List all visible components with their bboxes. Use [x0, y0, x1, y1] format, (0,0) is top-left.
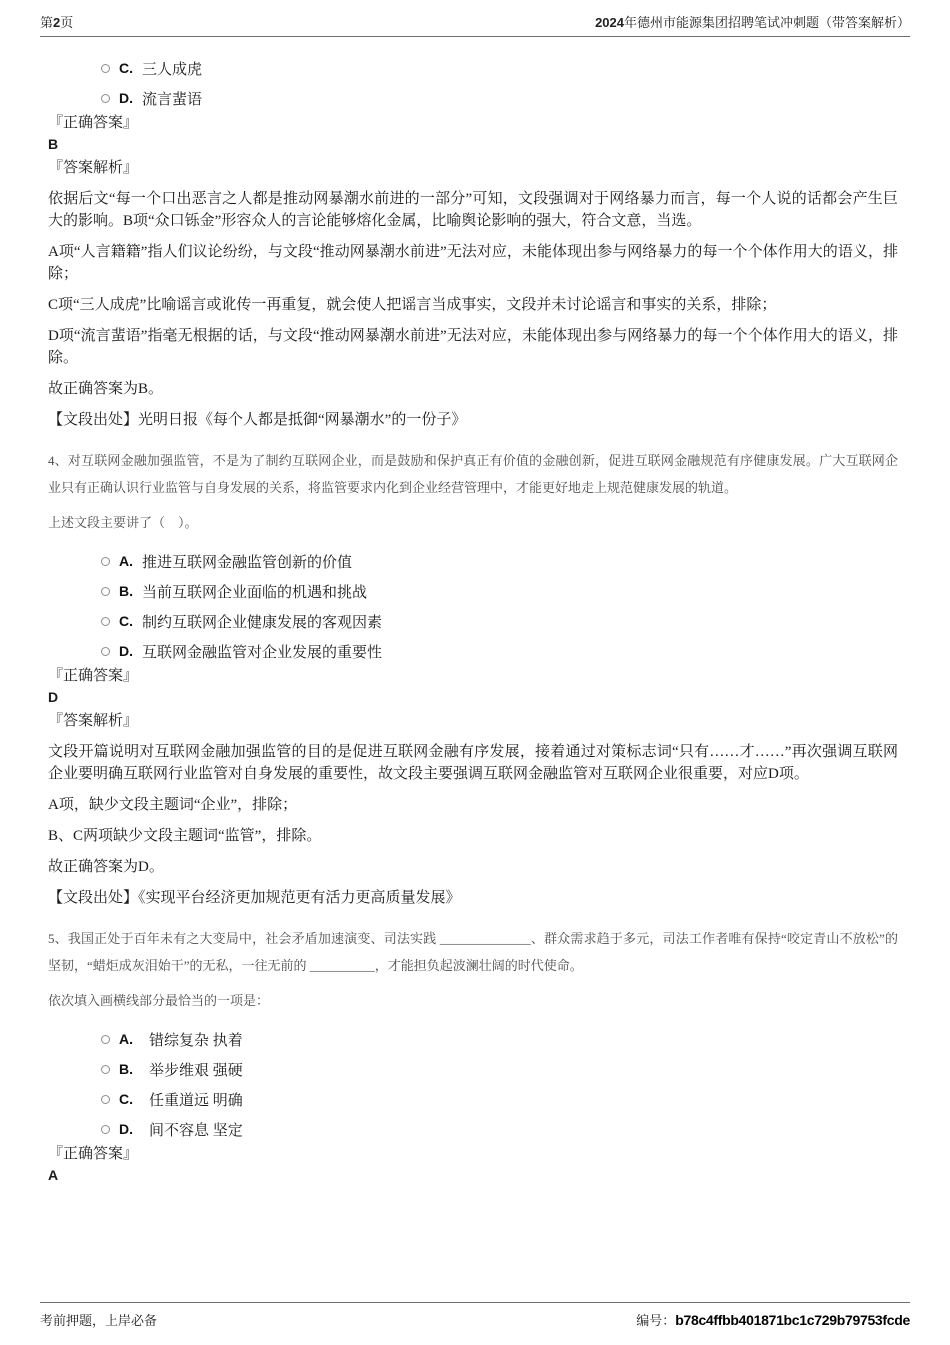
question-5-prompt: 依次填入画横线部分最恰当的一项是：: [48, 993, 270, 1008]
footer-code: [636, 1310, 910, 1329]
radio-button[interactable]: [101, 1095, 110, 1104]
question-4-stem: 4、对互联网金融加强监管，不是为了制约互联网企业，而是鼓励和保护真正有价值的金融创新，促进互联网金融规范有序健康发展。广大互联网企业只有正确认识行业监管与自身发展的关系，将监管要求内化到企业经营管理中，才能更好地走上规范健康发展的轨道。: [48, 453, 898, 495]
page-footer: [40, 1302, 910, 1329]
option-text: 当前互联网企业面临的机遇和挑战: [142, 584, 368, 601]
option-text: 三人成虎: [142, 61, 203, 78]
correct-answer-label: 『正确答案』: [48, 115, 139, 131]
answer-analysis-label: 『答案解析』: [48, 160, 139, 176]
question-5-stem: 5、我国正处于百年未有之大变局中，社会矛盾加速演变、司法实践 ______________、群众需求趋于多元，司法工作者唯有保持“咬定青山不放松”的坚韧，“蜡炬成灰泪始干”的无私，一往无前的 __________，才能担负起波澜壮阔的时代使命。: [48, 931, 898, 973]
option-text: 举步维艰 强硬: [149, 1062, 243, 1079]
correct-answer-label: 『正确答案』: [48, 1146, 139, 1162]
radio-button[interactable]: [101, 1125, 110, 1134]
footer-slogan: 考前押题，上岸必备: [40, 1313, 158, 1328]
analysis-paragraph: 依据后文“每一个口出恶言之人都是推动网暴潮水前进的一部分”可知，文段强调对于网络暴力而言，每一个人说的话都会产生巨大的影响。B项“众口铄金”形容众人的言论能够熔化金属，比喻舆论影响的强大，符合文意，当选。: [48, 191, 898, 229]
option-letter: C.: [119, 613, 133, 629]
radio-button[interactable]: [101, 1065, 110, 1074]
page-number-prefix: 第: [40, 15, 54, 30]
analysis-paragraph: 文段开篇说明对互联网金融加强监管的目的是促进互联网金融有序发展，接着通过对策标志词“只有……才……”再次强调互联网企业要明确互联网行业监管对自身发展的重要性，故文段主要强调互联网金融监管对互联网企业很重要，对应D项。: [48, 744, 898, 782]
option-row-a[interactable]: [48, 546, 898, 576]
radio-button[interactable]: [101, 587, 110, 596]
question-5-block: [48, 925, 898, 1186]
option-letter: C.: [119, 60, 133, 76]
document-title-year: 2024: [595, 15, 624, 30]
footer-code-label: 编号：: [636, 1313, 676, 1328]
option-row-a[interactable]: [48, 1024, 898, 1054]
question-4-block: [48, 447, 898, 909]
option-letter: B.: [119, 583, 133, 599]
correct-answer-value: B: [48, 136, 59, 152]
option-text: 推进互联网金融监管创新的价值: [142, 554, 353, 571]
radio-button[interactable]: [101, 557, 110, 566]
footer-code-value: b78c4ffbb401871bc1c729b79753fcde: [675, 1312, 910, 1328]
source-line: 【文段出处】光明日报《每个人都是抵御“网暴潮水”的一份子》: [48, 412, 467, 428]
option-row-d[interactable]: [48, 83, 898, 113]
question-4-options: [48, 546, 898, 666]
correct-answer-value: D: [48, 689, 59, 705]
analysis-paragraph: C项“三人成虎”比喻谣言或讹传一再重复，就会使人把谣言当成事实，文段并未讨论谣言和事实的关系，排除；: [48, 297, 777, 313]
option-letter: A.: [119, 553, 133, 569]
page-number: [40, 12, 73, 31]
page-header: [40, 12, 910, 37]
analysis-conclusion: 故正确答案为B。: [48, 381, 164, 397]
option-text: 错综复杂 执着: [149, 1032, 243, 1049]
option-letter: D.: [119, 643, 133, 659]
option-letter: D.: [119, 90, 133, 106]
option-letter: A.: [119, 1031, 133, 1047]
question-3-options: [48, 53, 898, 113]
correct-answer-value: A: [48, 1167, 59, 1183]
radio-button[interactable]: [101, 94, 110, 103]
radio-button[interactable]: [101, 1035, 110, 1044]
option-row-b[interactable]: [48, 576, 898, 606]
option-text: 互联网金融监管对企业发展的重要性: [142, 644, 383, 661]
option-row-c[interactable]: [48, 606, 898, 636]
document-title: [595, 12, 910, 31]
analysis-paragraph: A项“人言籍籍”指人们议论纷纷，与文段“推动网暴潮水前进”无法对应，未能体现出参与网络暴力的每一个个体作用大的语义，排除；: [48, 244, 898, 282]
source-line: 【文段出处】《实现平台经济更加规范更有活力更高质量发展》: [48, 890, 461, 906]
option-row-d[interactable]: [48, 636, 898, 666]
radio-button[interactable]: [101, 647, 110, 656]
option-row-d[interactable]: [48, 1114, 898, 1144]
analysis-conclusion: 故正确答案为D。: [48, 859, 164, 875]
correct-answer-label: 『正确答案』: [48, 668, 139, 684]
option-letter: C.: [119, 1091, 133, 1107]
option-text: 流言蜚语: [142, 91, 203, 108]
page-number-value: 2: [53, 15, 61, 30]
option-text: 任重道远 明确: [149, 1092, 243, 1109]
option-row-c[interactable]: [48, 1084, 898, 1114]
page-number-suffix: 页: [60, 15, 74, 30]
analysis-paragraph: A项，缺少文段主题词“企业”，排除；: [48, 797, 298, 813]
option-row-b[interactable]: [48, 1054, 898, 1084]
option-letter: B.: [119, 1061, 133, 1077]
radio-button[interactable]: [101, 617, 110, 626]
answer-analysis-label: 『答案解析』: [48, 713, 139, 729]
analysis-paragraph: D项“流言蜚语”指毫无根据的话，与文段“推动网暴潮水前进”无法对应，未能体现出参与网络暴力的每一个个体作用大的语义，排除。: [48, 328, 898, 366]
document-content: [40, 37, 910, 1186]
radio-button[interactable]: [101, 64, 110, 73]
question-3-block: [48, 53, 898, 431]
document-title-text: 年德州市能源集团招聘笔试冲刺题（带答案解析）: [623, 15, 910, 30]
question-4-prompt: 上述文段主要讲了（ ）。: [48, 515, 198, 530]
option-text: 制约互联网企业健康发展的客观因素: [142, 614, 383, 631]
option-text: 间不容息 坚定: [149, 1122, 243, 1139]
analysis-paragraph: B、C两项缺少文段主题词“监管”，排除。: [48, 828, 322, 844]
option-letter: D.: [119, 1121, 133, 1137]
option-row-c[interactable]: [48, 53, 898, 83]
question-5-options: [48, 1024, 898, 1144]
